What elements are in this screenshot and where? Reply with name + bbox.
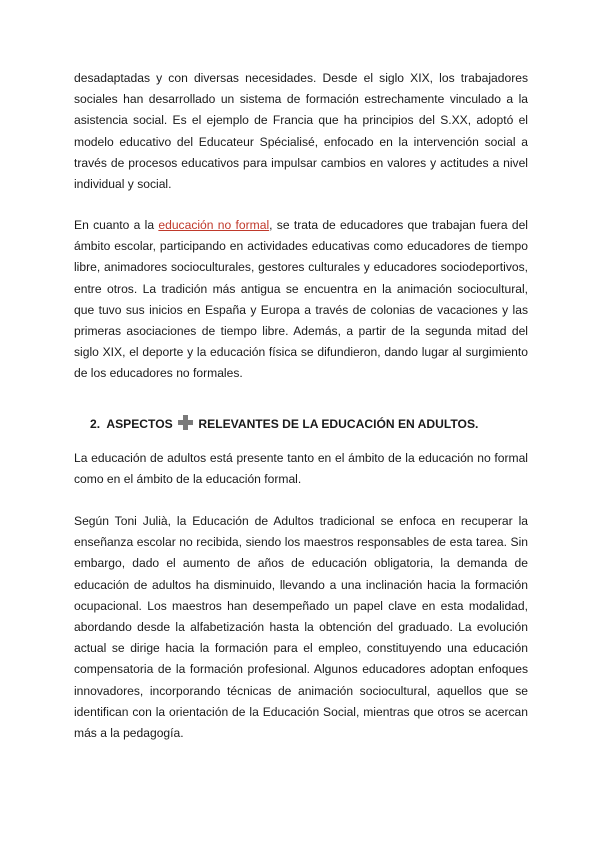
paragraph-toni-julia: Según Toni Julià, la Educación de Adultos tradicional se enfoca en recuperar la enseñanza escolar no recibida, siendo los maestros responsables de esta tarea. Sin embargo, dado el aumento de años de educación obligatoria, la demanda de educación de adultos ha disminuido, llevando a una inclinación hacia la formación ocupacional. Los maestros han desempeñado un papel clave en esta modalidad, abordando desde la alfabetización hasta la obtención del graduado. La evolución actual se dirige hacia la formación para el empleo, constituyendo una educación compensatoria de la formación profesional. Algunos educadores adoptan enfoques innovadores, incorporando técnicas de animación sociocultural, aquellos que se identifican con la orientación de la Educación Social, mientras que otros se acercan más a la pedagogía. — [74, 514, 528, 741]
paragraph-adult-education-scope: La educación de adultos está presente tanto en el ámbito de la educación no formal como en el ámbito de la educación formal. — [74, 451, 528, 487]
paragraph-text-before-link: En cuanto a la — [74, 218, 159, 232]
paragraph-non-formal-education — [74, 215, 528, 385]
section-title-end: RELEVANTES DE LA EDUCACIÓN EN ADULTOS. — [195, 417, 479, 431]
paragraph-text-after-link: , se trata de educadores que trabajan fuera del ámbito escolar, participando en actividades educativas como educadores de tiempo libre, animadores socioculturales, gestores culturales y educadores sociodeportivos, entre otros. La tradición más antigua se encuentra en la animación sociocultural, que tuvo sus inicios en España y Europa a través de colonias de vacaciones y las primeras asociaciones de tiempo libre. Además, a partir de la segunda mitad del siglo XIX, el deporte y la educación física se difundieron, dando lugar al surgimiento de los educadores no formales. — [74, 218, 528, 381]
paragraph-social-workers: desadaptadas y con diversas necesidades. Desde el siglo XIX, los trabajadores sociales han desarrollado un sistema de formación estrechamente vinculado a la asistencia social. Es el ejemplo de Francia que ha principios del S.XX, adoptó el modelo educativo del Educateur Spécialisé, enfocado en la intervención social a través de procesos educativos para impulsar cambios en valores y actitudes a nivel individual y social. — [74, 71, 528, 192]
section-heading — [90, 414, 530, 434]
section-number: 2. — [90, 417, 101, 431]
section-title-start: ASPECTOS — [106, 417, 177, 431]
non-formal-education-link[interactable]: educación no formal — [158, 218, 270, 232]
plus-icon — [178, 415, 193, 430]
